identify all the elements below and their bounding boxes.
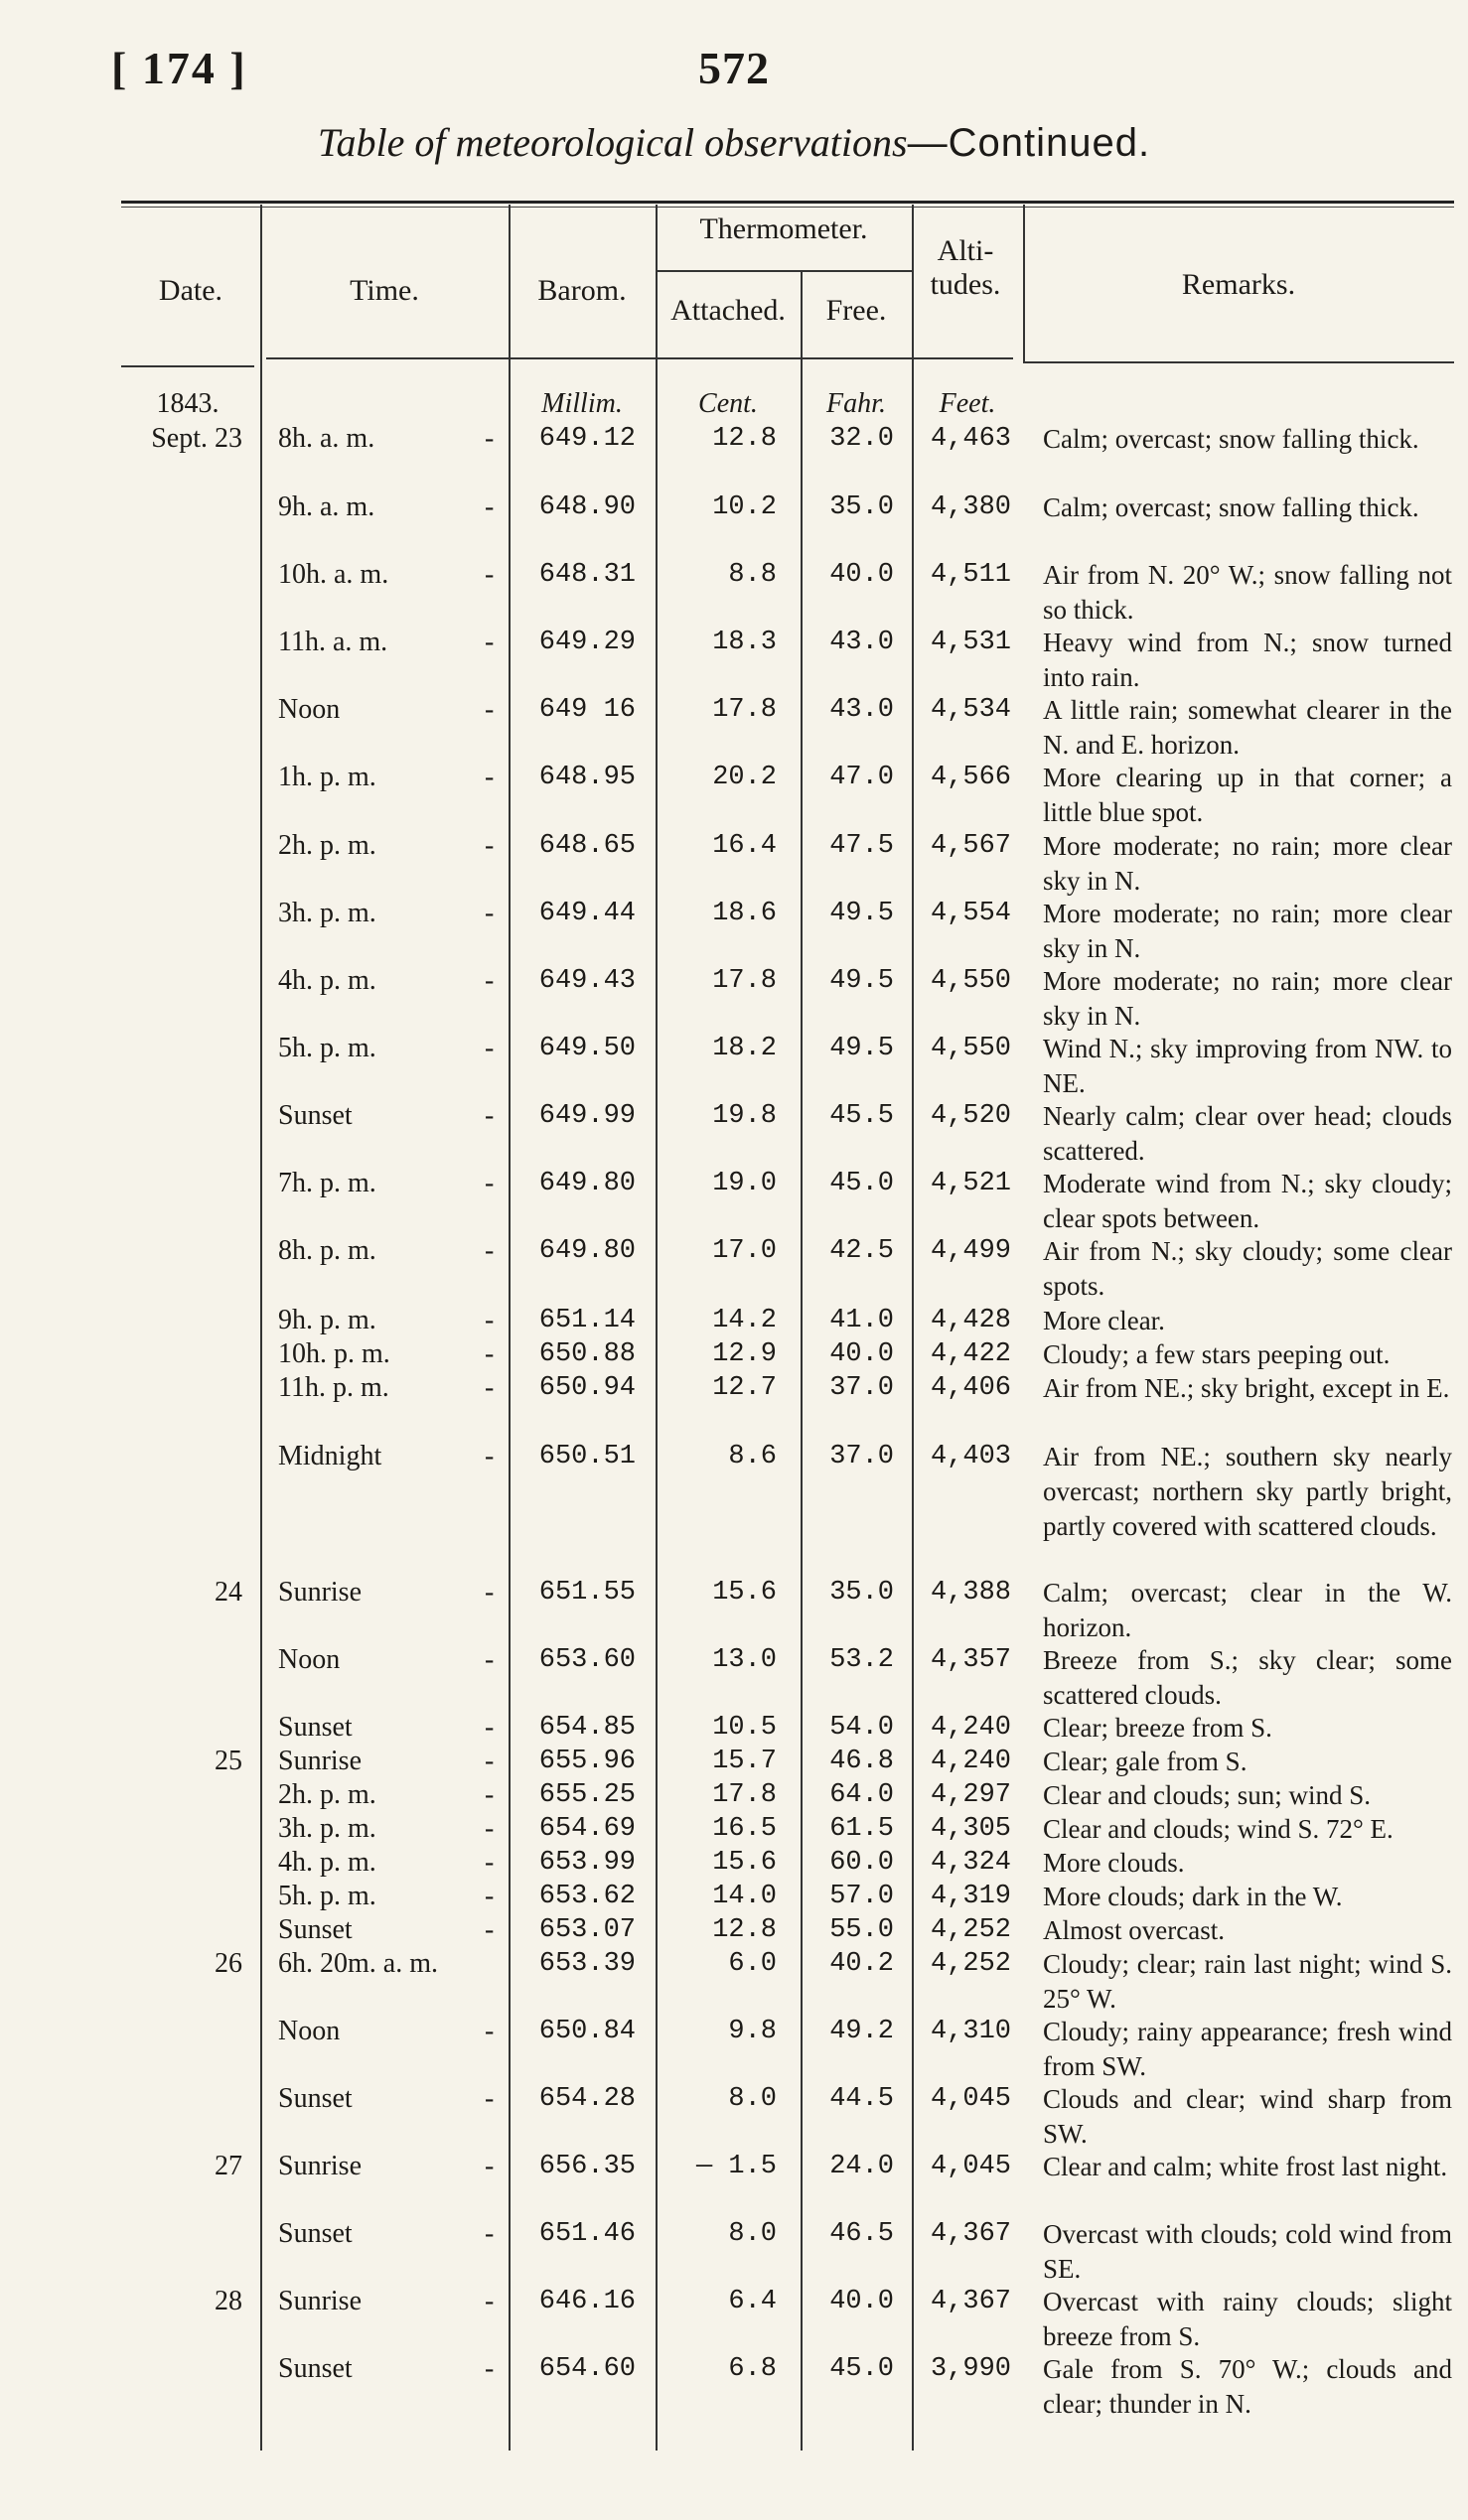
barometer-cell: 648.31 <box>538 560 636 590</box>
col-header-thermometer: Thermometer. <box>699 212 868 245</box>
attached-temp-cell: 13.0 <box>712 1645 777 1675</box>
attached-temp-cell: 18.6 <box>712 899 777 928</box>
attached-temp-cell: 6.8 <box>728 2354 777 2384</box>
altitude-cell: 4,567 <box>930 831 1011 861</box>
col-header-altitudes: Alti- tudes. <box>930 234 1001 301</box>
leader-dash: - <box>485 2151 495 2181</box>
altitude-cell: 4,240 <box>930 1713 1011 1743</box>
time-cell: 7h. p. m. <box>278 1168 376 1198</box>
free-temp-cell: 43.0 <box>829 628 894 657</box>
leader-dash: - <box>485 2016 495 2046</box>
altitude-cell: 4,428 <box>930 1306 1011 1335</box>
attached-temp-cell: 6.4 <box>728 2287 777 2316</box>
barometer-cell: 653.99 <box>538 1848 636 1878</box>
remark-cell: Clouds and clear; wind sharp from SW. <box>1043 2084 1452 2149</box>
leader-dash: - <box>485 1305 495 1335</box>
altitude-cell: 4,554 <box>930 899 1011 928</box>
col-header-free: Free. <box>825 294 887 327</box>
remark-cell: Cloudy; a few stars peeping out. <box>1043 1339 1391 1369</box>
barometer-cell: 655.25 <box>538 1780 636 1810</box>
leader-dash: - <box>485 423 495 454</box>
attached-temp-cell: 10.5 <box>712 1713 777 1743</box>
remark-cell: Breeze from S.; sky clear; some scattered clouds. <box>1043 1645 1452 1710</box>
free-temp-cell: 49.5 <box>829 966 894 996</box>
leader-dash: - <box>485 559 495 590</box>
altitude-cell: 4,403 <box>930 1442 1011 1471</box>
attached-temp-cell: 17.8 <box>712 966 777 996</box>
remark-cell: More moderate; no rain; more clear sky in N. <box>1043 831 1452 896</box>
altitude-cell: 4,319 <box>930 1882 1011 1911</box>
remark-cell: Air from N. 20° W.; snow falling not so thick. <box>1043 560 1452 625</box>
unit-barom: Millim. <box>541 388 623 419</box>
remark-cell: Air from NE.; southern sky nearly overcast; northern sky partly bright, partly covered with scattered clouds. <box>1043 1442 1452 1541</box>
attached-temp-cell: 8.8 <box>728 560 777 590</box>
remark-cell: Nearly calm; clear over head; clouds scattered. <box>1043 1101 1452 1166</box>
title-main: Table of meteorological observations <box>317 120 908 165</box>
time-cell: Noon <box>278 2016 341 2046</box>
remark-cell: More clouds. <box>1043 1848 1185 1878</box>
leader-dash: - <box>485 1746 495 1776</box>
attached-temp-cell: 10.2 <box>712 492 777 522</box>
remark-cell: More clear. <box>1043 1306 1165 1335</box>
time-cell: Sunset <box>278 2083 353 2114</box>
altitude-cell: 4,550 <box>930 966 1011 996</box>
attached-temp-cell: 18.2 <box>712 1034 777 1063</box>
free-temp-cell: 40.0 <box>829 1339 894 1369</box>
leader-dash: - <box>485 1577 495 1608</box>
time-cell: Noon <box>278 694 341 725</box>
thermometer-subrule <box>656 270 912 272</box>
date-cell: 24 <box>215 1577 242 1608</box>
barometer-cell: 651.55 <box>538 1578 636 1608</box>
time-cell: Sunrise <box>278 1746 362 1776</box>
free-temp-cell: 46.8 <box>829 1747 894 1776</box>
remark-cell: Moderate wind from N.; sky cloudy; clear spots between. <box>1043 1169 1452 1233</box>
remark-cell: Calm; overcast; clear in the W. horizon. <box>1043 1578 1452 1642</box>
date-cell: 27 <box>215 2151 242 2181</box>
altitude-cell: 4,367 <box>930 2287 1011 2316</box>
free-temp-cell: 47.0 <box>829 763 894 792</box>
attached-temp-cell: 16.5 <box>712 1814 777 1844</box>
altitude-cell: 4,297 <box>930 1780 1011 1810</box>
barometer-cell: 649.80 <box>538 1236 636 1266</box>
time-cell: 10h. a. m. <box>278 559 389 590</box>
remark-cell: Heavy wind from N.; snow turned into rain. <box>1043 628 1452 692</box>
time-cell: 6h. 20m. a. m. <box>278 1948 438 1979</box>
barometer-cell: 648.65 <box>538 831 636 861</box>
time-cell: 2h. p. m. <box>278 1779 376 1810</box>
attached-temp-cell: 18.3 <box>712 628 777 657</box>
time-cell: Sunrise <box>278 2151 362 2181</box>
barometer-cell: 649.50 <box>538 1034 636 1063</box>
altitude-cell: 4,550 <box>930 1034 1011 1063</box>
attached-temp-cell: 6.0 <box>728 1949 777 1979</box>
leader-dash: - <box>485 1372 495 1403</box>
attached-temp-cell: 15.6 <box>712 1848 777 1878</box>
altitude-cell: 4,511 <box>930 560 1011 590</box>
barometer-cell: 654.85 <box>538 1713 636 1743</box>
time-cell: 3h. p. m. <box>278 898 376 928</box>
free-temp-cell: 64.0 <box>829 1780 894 1810</box>
time-cell: Noon <box>278 1644 341 1675</box>
barometer-cell: 650.94 <box>538 1373 636 1403</box>
barometer-cell: 649.99 <box>538 1101 636 1131</box>
barometer-cell: 649.29 <box>538 628 636 657</box>
attached-temp-cell: 20.2 <box>712 763 777 792</box>
free-temp-cell: 44.5 <box>829 2084 894 2114</box>
altitude-cell: 4,388 <box>930 1578 1011 1608</box>
leader-dash: - <box>485 830 495 861</box>
remark-cell: Clear and clouds; sun; wind S. <box>1043 1780 1371 1810</box>
barometer-cell: 655.96 <box>538 1747 636 1776</box>
free-temp-cell: 53.2 <box>829 1645 894 1675</box>
time-cell: 1h. p. m. <box>278 762 376 792</box>
free-temp-cell: 55.0 <box>829 1915 894 1945</box>
remark-cell: Calm; overcast; snow falling thick. <box>1043 492 1419 522</box>
table-title <box>0 119 1468 166</box>
leader-dash: - <box>485 898 495 928</box>
date-cell: 25 <box>215 1746 242 1776</box>
remark-cell: Overcast with rainy clouds; slight breeze from S. <box>1043 2287 1452 2351</box>
altitude-cell: 4,045 <box>930 2152 1011 2181</box>
time-cell: 2h. p. m. <box>278 830 376 861</box>
barometer-cell: 653.60 <box>538 1645 636 1675</box>
page-number: 572 <box>698 43 770 93</box>
barometer-cell: 653.39 <box>538 1949 636 1979</box>
barometer-cell: 654.28 <box>538 2084 636 2114</box>
time-cell: 11h. p. m. <box>278 1372 389 1403</box>
date-cell: 28 <box>215 2286 242 2316</box>
bracketed-page-number: [ 174 ] <box>111 43 247 93</box>
time-cell: Midnight <box>278 1441 382 1471</box>
altitude-cell: 4,310 <box>930 2017 1011 2046</box>
attached-temp-cell: 19.0 <box>712 1169 777 1198</box>
leader-dash: - <box>485 2286 495 2316</box>
free-temp-cell: 37.0 <box>829 1373 894 1403</box>
date-cell: Sept. 23 <box>151 423 242 454</box>
barometer-cell: 650.51 <box>538 1442 636 1471</box>
top-rule-thin <box>121 207 1454 208</box>
date-cell: 26 <box>215 1948 242 1979</box>
free-temp-cell: 43.0 <box>829 695 894 725</box>
title-continued: —Continued. <box>907 121 1151 165</box>
time-cell: 5h. p. m. <box>278 1033 376 1063</box>
remark-cell: Almost overcast. <box>1043 1915 1225 1945</box>
leader-dash: - <box>485 1914 495 1945</box>
leader-dash: - <box>485 1847 495 1878</box>
attached-temp-cell: 15.7 <box>712 1747 777 1776</box>
leader-dash: - <box>485 2353 495 2384</box>
barometer-cell: 649.80 <box>538 1169 636 1198</box>
remark-cell: Clear; gale from S. <box>1043 1747 1248 1776</box>
leader-dash: - <box>485 1644 495 1675</box>
time-cell: Sunset <box>278 2353 353 2384</box>
altitude-cell: 4,305 <box>930 1814 1011 1844</box>
attached-temp-cell: 15.6 <box>712 1578 777 1608</box>
barometer-cell: 646.16 <box>538 2287 636 2316</box>
remark-cell: Air from N.; sky cloudy; some clear spots. <box>1043 1236 1452 1301</box>
time-cell: Sunset <box>278 1712 353 1743</box>
altitude-cell: 4,252 <box>930 1949 1011 1979</box>
remark-cell: More moderate; no rain; more clear sky in N. <box>1043 966 1452 1031</box>
altitude-cell: 4,520 <box>930 1101 1011 1131</box>
unit-altitudes: Feet. <box>939 388 996 419</box>
altitude-cell: 3,990 <box>930 2354 1011 2384</box>
remark-cell: Clear and clouds; wind S. 72° E. <box>1043 1814 1394 1844</box>
time-cell: Sunset <box>278 1100 353 1131</box>
leader-dash: - <box>485 1235 495 1266</box>
free-temp-cell: 46.5 <box>829 2219 894 2249</box>
col-header-time: Time. <box>350 274 419 307</box>
leader-dash: - <box>485 1441 495 1471</box>
leader-dash: - <box>485 627 495 657</box>
leader-dash: - <box>485 1033 495 1063</box>
attached-temp-cell: — 1.5 <box>695 2152 777 2181</box>
free-temp-cell: 61.5 <box>829 1814 894 1844</box>
barometer-cell: 651.46 <box>538 2219 636 2249</box>
remark-cell: Calm; overcast; snow falling thick. <box>1043 424 1419 454</box>
time-cell: 9h. p. m. <box>278 1305 376 1335</box>
free-temp-cell: 40.0 <box>829 560 894 590</box>
leader-dash: - <box>485 1881 495 1911</box>
altitude-cell: 4,406 <box>930 1373 1011 1403</box>
remark-cell: Clear; breeze from S. <box>1043 1713 1272 1743</box>
leader-dash: - <box>485 1712 495 1743</box>
time-cell: 8h. p. m. <box>278 1235 376 1266</box>
barometer-cell: 653.62 <box>538 1882 636 1911</box>
attached-temp-cell: 12.9 <box>712 1339 777 1369</box>
free-temp-cell: 49.5 <box>829 1034 894 1063</box>
barometer-cell: 656.35 <box>538 2152 636 2181</box>
altitude-cell: 4,566 <box>930 763 1011 792</box>
altitude-cell: 4,463 <box>930 424 1011 454</box>
barometer-cell: 649.44 <box>538 899 636 928</box>
free-temp-cell: 47.5 <box>829 831 894 861</box>
altitude-cell: 4,240 <box>930 1747 1011 1776</box>
unit-attached: Cent. <box>698 388 758 419</box>
remark-cell: Wind N.; sky improving from NW. to NE. <box>1043 1034 1452 1098</box>
barometer-cell: 649.43 <box>538 966 636 996</box>
altitude-cell: 4,357 <box>930 1645 1011 1675</box>
altitude-cell: 4,324 <box>930 1848 1011 1878</box>
barometer-cell: 654.69 <box>538 1814 636 1844</box>
leader-dash: - <box>485 965 495 996</box>
attached-temp-cell: 8.0 <box>728 2219 777 2249</box>
free-temp-cell: 49.5 <box>829 899 894 928</box>
remark-cell: Air from NE.; sky bright, except in E. <box>1043 1373 1450 1403</box>
remark-cell: Clear and calm; white frost last night. <box>1043 2152 1448 2181</box>
remark-cell: More clearing up in that corner; a little blue spot. <box>1043 763 1452 827</box>
attached-temp-cell: 12.8 <box>712 1915 777 1945</box>
barometer-cell: 648.95 <box>538 763 636 792</box>
altitude-cell: 4,499 <box>930 1236 1011 1266</box>
leader-dash: - <box>485 1100 495 1131</box>
date-header-rule <box>121 365 254 367</box>
attached-temp-cell: 9.8 <box>728 2017 777 2046</box>
col-header-date: Date. <box>158 274 223 307</box>
remark-cell: Gale from S. 70° W.; clouds and clear; thunder in N. <box>1043 2354 1452 2419</box>
altitude-cell: 4,531 <box>930 628 1011 657</box>
remarks-header-rule <box>1025 361 1454 363</box>
time-cell: 5h. p. m. <box>278 1881 376 1911</box>
barometer-cell: 654.60 <box>538 2354 636 2384</box>
col-header-attached: Attached. <box>670 294 786 327</box>
free-temp-cell: 57.0 <box>829 1882 894 1911</box>
attached-temp-cell: 14.2 <box>712 1306 777 1335</box>
attached-temp-cell: 8.6 <box>728 1442 777 1471</box>
free-temp-cell: 49.2 <box>829 2017 894 2046</box>
time-cell: Sunset <box>278 2218 353 2249</box>
leader-dash: - <box>485 1168 495 1198</box>
leader-dash: - <box>485 1338 495 1369</box>
altitude-cell: 4,252 <box>930 1915 1011 1945</box>
time-cell: Sunrise <box>278 1577 362 1608</box>
free-temp-cell: 45.5 <box>829 1101 894 1131</box>
time-cell: 4h. p. m. <box>278 965 376 996</box>
time-cell: 9h. a. m. <box>278 491 375 522</box>
unit-free: Fahr. <box>826 388 886 419</box>
remark-cell: Cloudy; clear; rain last night; wind S. 25° W. <box>1043 1949 1452 2014</box>
altitude-cell: 4,380 <box>930 492 1011 522</box>
attached-temp-cell: 14.0 <box>712 1882 777 1911</box>
barometer-cell: 650.88 <box>538 1339 636 1369</box>
time-cell: 10h. p. m. <box>278 1338 390 1369</box>
leader-dash: - <box>485 762 495 792</box>
free-temp-cell: 35.0 <box>829 1578 894 1608</box>
remark-cell: Overcast with clouds; cold wind from SE. <box>1043 2219 1452 2284</box>
free-temp-cell: 24.0 <box>829 2152 894 2181</box>
barometer-cell: 650.84 <box>538 2017 636 2046</box>
time-cell: 3h. p. m. <box>278 1813 376 1844</box>
remark-cell: A little rain; somewhat clearer in the N. and E. horizon. <box>1043 695 1452 760</box>
free-temp-cell: 42.5 <box>829 1236 894 1266</box>
altitude-cell: 4,521 <box>930 1169 1011 1198</box>
attached-temp-cell: 8.0 <box>728 2084 777 2114</box>
barometer-cell: 649.12 <box>538 424 636 454</box>
attached-temp-cell: 16.4 <box>712 831 777 861</box>
barometer-cell: 653.07 <box>538 1915 636 1945</box>
time-cell: 11h. a. m. <box>278 627 388 657</box>
free-temp-cell: 35.0 <box>829 492 894 522</box>
time-cell: Sunset <box>278 1914 353 1945</box>
free-temp-cell: 41.0 <box>829 1306 894 1335</box>
free-temp-cell: 40.0 <box>829 2287 894 2316</box>
free-temp-cell: 40.2 <box>829 1949 894 1979</box>
attached-temp-cell: 19.8 <box>712 1101 777 1131</box>
col-header-remarks: Remarks. <box>1181 268 1296 301</box>
free-temp-cell: 45.0 <box>829 2354 894 2384</box>
altitude-cell: 4,422 <box>930 1339 1011 1369</box>
leader-dash: - <box>485 694 495 725</box>
barometer-cell: 648.90 <box>538 492 636 522</box>
altitude-cell: 4,045 <box>930 2084 1011 2114</box>
altitude-cell: 4,534 <box>930 695 1011 725</box>
attached-temp-cell: 12.7 <box>712 1373 777 1403</box>
column-rule <box>260 205 262 2450</box>
year-label: 1843. <box>156 388 220 419</box>
free-temp-cell: 60.0 <box>829 1848 894 1878</box>
leader-dash: - <box>485 1813 495 1844</box>
altitude-cell: 4,367 <box>930 2219 1011 2249</box>
leader-dash: - <box>485 1779 495 1810</box>
col-header-barom: Barom. <box>537 274 627 307</box>
leader-dash: - <box>485 2218 495 2249</box>
time-cell: 4h. p. m. <box>278 1847 376 1878</box>
attached-temp-cell: 17.8 <box>712 695 777 725</box>
header-bottom-rule <box>266 357 1013 359</box>
free-temp-cell: 37.0 <box>829 1442 894 1471</box>
free-temp-cell: 32.0 <box>829 424 894 454</box>
time-cell: 8h. a. m. <box>278 423 375 454</box>
free-temp-cell: 54.0 <box>829 1713 894 1743</box>
free-temp-cell: 45.0 <box>829 1169 894 1198</box>
remark-cell: More moderate; no rain; more clear sky in N. <box>1043 899 1452 963</box>
top-rule <box>121 201 1454 204</box>
remark-cell: Cloudy; rainy appearance; fresh wind from SW. <box>1043 2017 1452 2081</box>
attached-temp-cell: 12.8 <box>712 424 777 454</box>
column-rule <box>1023 205 1025 363</box>
remark-cell: More clouds; dark in the W. <box>1043 1882 1343 1911</box>
barometer-cell: 651.14 <box>538 1306 636 1335</box>
attached-temp-cell: 17.8 <box>712 1780 777 1810</box>
attached-temp-cell: 17.0 <box>712 1236 777 1266</box>
barometer-cell: 649 16 <box>538 695 636 725</box>
leader-dash: - <box>485 491 495 522</box>
time-cell: Sunrise <box>278 2286 362 2316</box>
leader-dash: - <box>485 2083 495 2114</box>
